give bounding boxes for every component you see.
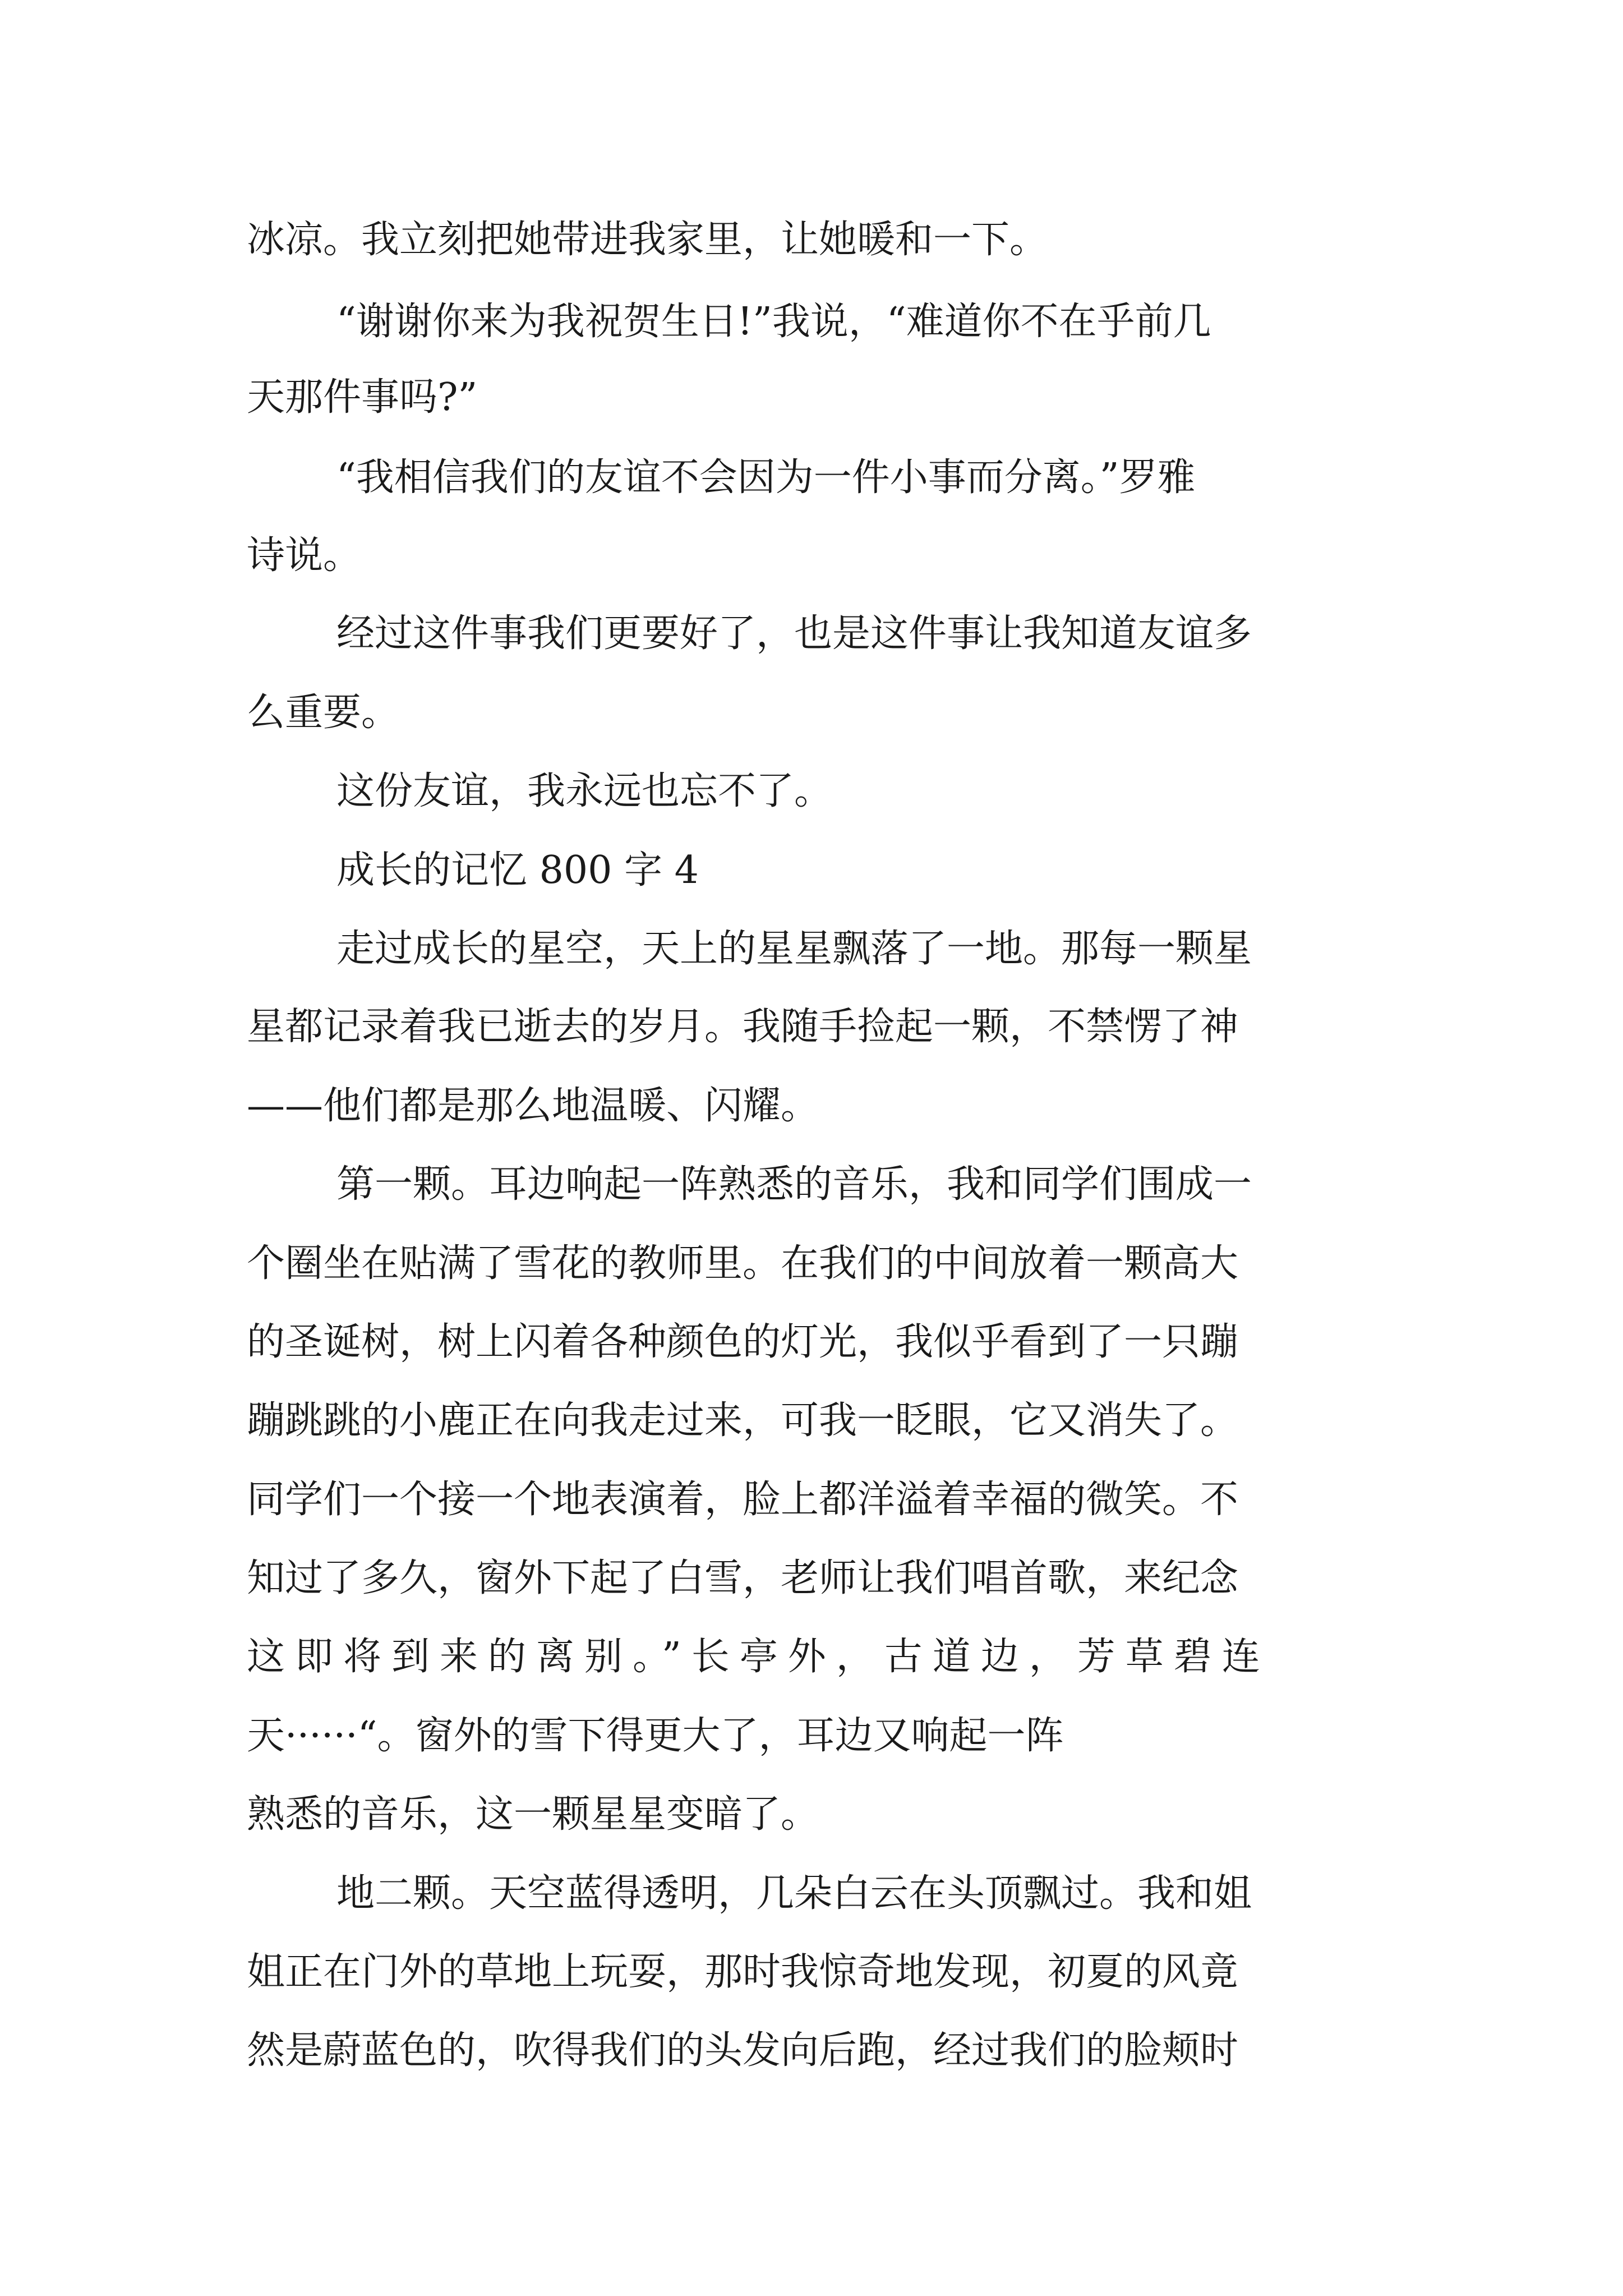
text-line: 姐正在门外的草地上玩耍，那时我惊奇地发现，初夏的风竟 (247, 1950, 1239, 1994)
text-line: 走过成长的星空，天上的星星飘落了一地。那每一颗星 (336, 927, 1252, 971)
text-line: “我相信我们的友谊不会因为一件小事而分离。”罗雅 (336, 455, 1196, 500)
text-line: 天······“。窗外的雪下得更大了，耳边又响起一阵 (247, 1714, 1064, 1758)
text-line: 星都记录着我已逝去的岁月。我随手捡起一颗，不禁愣了神 (247, 1005, 1239, 1049)
text-line: 天那件事吗?” (247, 375, 478, 420)
text-line: 这份友谊，我永远也忘不了。 (336, 769, 833, 813)
text-line: ——他们都是那么地温暖、闪耀。 (247, 1084, 819, 1128)
text-line: 熟悉的音乐，这一颗星星变暗了。 (247, 1792, 819, 1837)
text-line: 个圈坐在贴满了雪花的教师里。在我们的中间放着一颗高大 (247, 1241, 1239, 1286)
text-line: 诗说。 (247, 533, 362, 578)
text-line: 经过这件事我们更要好了，也是这件事让我知道友谊多 (336, 611, 1252, 656)
text-line: 蹦跳跳的小鹿正在向我走过来，可我一眨眼，它又消失了。 (247, 1398, 1239, 1443)
text-line: 地二颗。天空蓝得透明，几朵白云在头顶飘过。我和姐 (336, 1871, 1252, 1916)
text-line: 第一颗。耳边响起一阵熟悉的音乐，我和同学们围成一 (336, 1162, 1252, 1207)
text-line: 这即将到来的离别。”长亭外，古道边，芳草碧连 (247, 1635, 1270, 1679)
text-line: 然是蔚蓝色的，吹得我们的头发向后跑，经过我们的脸颊时 (247, 2028, 1239, 2073)
section-heading: 成长的记忆 800 字 4 (336, 848, 699, 892)
text-line: 的圣诞树，树上闪着各种颜色的灯光，我似乎看到了一只蹦 (247, 1320, 1239, 1364)
text-line: “谢谢你来为我祝贺生日!”我说，“难道你不在乎前几 (336, 300, 1211, 344)
text-line: 知过了多久，窗外下起了白雪，老师让我们唱首歌，来纪念 (247, 1556, 1239, 1600)
text-line: 么重要。 (247, 691, 400, 735)
text-line: 冰凉。我立刻把她带进我家里，让她暖和一下。 (247, 218, 1048, 262)
text-line: 同学们一个接一个地表演着，脸上都洋溢着幸福的微笑。不 (247, 1478, 1239, 1522)
